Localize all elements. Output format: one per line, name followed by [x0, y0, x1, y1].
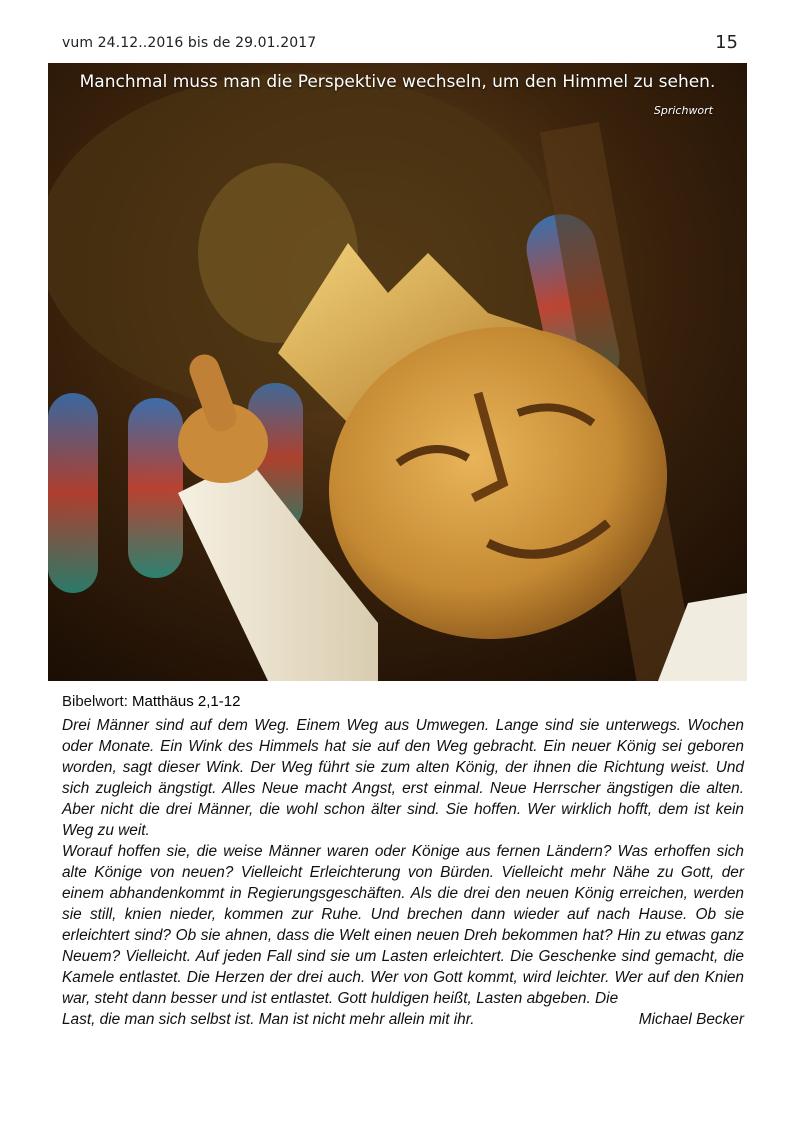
page-number: 15 — [715, 32, 738, 53]
church-photo — [48, 63, 747, 681]
photo-quote: Manchmal muss man die Perspektive wechseln, um den Himmel zu sehen. — [79, 72, 716, 92]
article-last-sentence: Last, die man sich selbst ist. Man ist nicht mehr allein mit ihr. — [62, 1011, 475, 1028]
header-date-range: vum 24.12..2016 bis de 29.01.2017 — [62, 35, 317, 51]
article-body — [62, 715, 744, 1030]
article-paragraph-1: Drei Männer sind auf dem Weg. Einem Weg aus Umwegen. Lange sind sie unterwegs. Wochen oder Monate. Ein Wink des Himmels hat sie auf den Weg gebracht. Ein neuer König sei geboren worden, sagt dieser Wink. Der Weg führt sie zum alten König, der ihnen die Richtung weist. Und sich zugleich ängstigt. Alles Neue macht Angst, erst einmal. Neue Herrscher ängstigen die alten. Aber nicht die drei Männer, die wohl schon älter sind. Sie hoffen. Wer wirklich hofft, dem ist kein Weg zu weit. — [62, 717, 744, 839]
photo-quote-source: Sprichwort — [653, 104, 713, 117]
wooden-king-figure-image — [48, 63, 747, 681]
bibelwort-line — [62, 693, 240, 710]
bibelwort-label: Bibelwort: — [62, 693, 133, 710]
bibelwort-reference: Matthäus 2,1-12 — [132, 693, 241, 710]
article-closing-line — [62, 1009, 744, 1030]
article-author: Michael Becker — [638, 1011, 744, 1028]
article-paragraph-2: Worauf hoffen sie, die weise Männer waren oder Könige aus fernen Ländern? Was erhoffen sich alte Könige von neuen? Vielleicht Erleichterung von Bürden. Vielleicht mehr Nähe zu Gott, der einem abhandenkommt in Regierungsgeschäften. Als die drei den neuen König erreichen, werden sie still, knien nieder, kommen zur Ruhe. Und brechen dann wieder auf nach Hause. Ob sie erleichtert sind? Ob sie ahnen, dass die Welt einen neuen Dreh bekommen hat? Hin zu etwas ganz Neuem? Vielleicht. Auf jeden Fall sind sie um Lasten erleichtert. Die Geschenke sind gemacht, die Kamele entlastet. Die Herzen der drei auch. Wer von Gott kommt, wird leichter. Wer auf den Knien war, steht dann besser und ist entlastet. Gott huldigen heißt, Lasten abgeben. Die — [62, 843, 744, 1007]
